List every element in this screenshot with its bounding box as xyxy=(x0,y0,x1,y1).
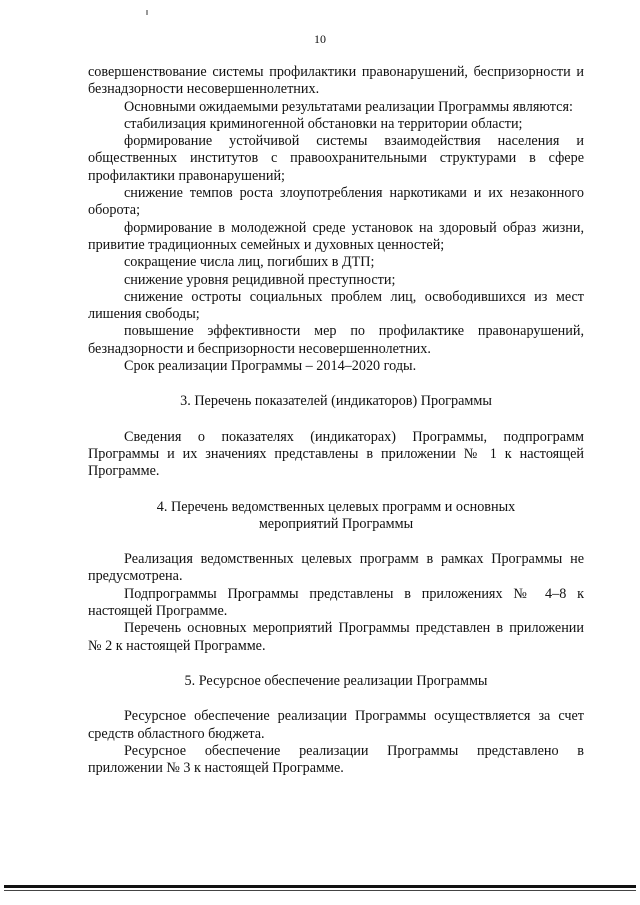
bottom-border xyxy=(4,885,636,888)
section-5-paragraph: Ресурсное обеспечение реализации Программы осуществляется за счет средств областного бюджета. xyxy=(88,708,584,742)
section-5-heading: 5. Ресурсное обеспечение реализации Программы xyxy=(184,672,488,689)
section-4-heading-line1: 4. Перечень ведомственных целевых программ и основных xyxy=(156,498,516,515)
page-number: 10 xyxy=(314,32,326,46)
list-item: формирование в молодежной среде установок на здоровый образ жизни, привитие традиционных семейных и духовных ценностей; xyxy=(88,219,584,253)
list-item: формирование устойчивой системы взаимодействия населения и общественных институтов с правоохранительными структурами в сфере профилактики правонарушений; xyxy=(88,133,584,184)
section-5-paragraph: Ресурсное обеспечение реализации Программы представлено в приложении № 3 к настоящей Программе. xyxy=(88,742,584,777)
section-4-heading-line2: мероприятий Программы xyxy=(258,515,414,532)
scan-artifact xyxy=(146,10,148,15)
list-item: сокращение числа лиц, погибших в ДТП; xyxy=(124,254,375,271)
paragraph-continuation: совершенствование системы профилактики правонарушений, беспризорности и безнадзорности несовершеннолетних. xyxy=(88,64,584,98)
document-body xyxy=(88,64,584,777)
section-4-paragraph: Реализация ведомственных целевых программ в рамках Программы не предусмотрена. xyxy=(88,551,584,585)
section-3-paragraph: Сведения о показателях (индикаторах) Программы, подпрограмм Программы и их значениях представлены в приложении № 1 к настоящей Программе. xyxy=(88,428,584,480)
section-4-heading xyxy=(88,499,584,534)
expected-results-lead: Основными ожидаемыми результатами реализации Программы являются: xyxy=(124,98,573,115)
list-item: снижение уровня рецидивной преступности; xyxy=(124,271,396,288)
list-item: снижение темпов роста злоупотребления наркотиками и их незаконного оборота; xyxy=(88,185,584,219)
bottom-border-thin xyxy=(4,890,636,891)
section-4-paragraph: Подпрограммы Программы представлены в приложениях № 4–8 к настоящей Программе. xyxy=(88,585,584,620)
list-item: повышение эффективности мер по профилактике правонарушений, безнадзорности и беспризорности несовершеннолетних. xyxy=(88,323,584,357)
program-term: Срок реализации Программы – 2014–2020 годы. xyxy=(124,358,417,375)
section-3-heading: 3. Перечень показателей (индикаторов) Программы xyxy=(180,393,492,410)
section-4-paragraph: Перечень основных мероприятий Программы представлен в приложении № 2 к настоящей Программе. xyxy=(88,620,584,654)
list-item: стабилизация криминогенной обстановки на территории области; xyxy=(124,115,523,132)
list-item: снижение остроты социальных проблем лиц, освободившихся из мест лишения свободы; xyxy=(88,288,584,323)
